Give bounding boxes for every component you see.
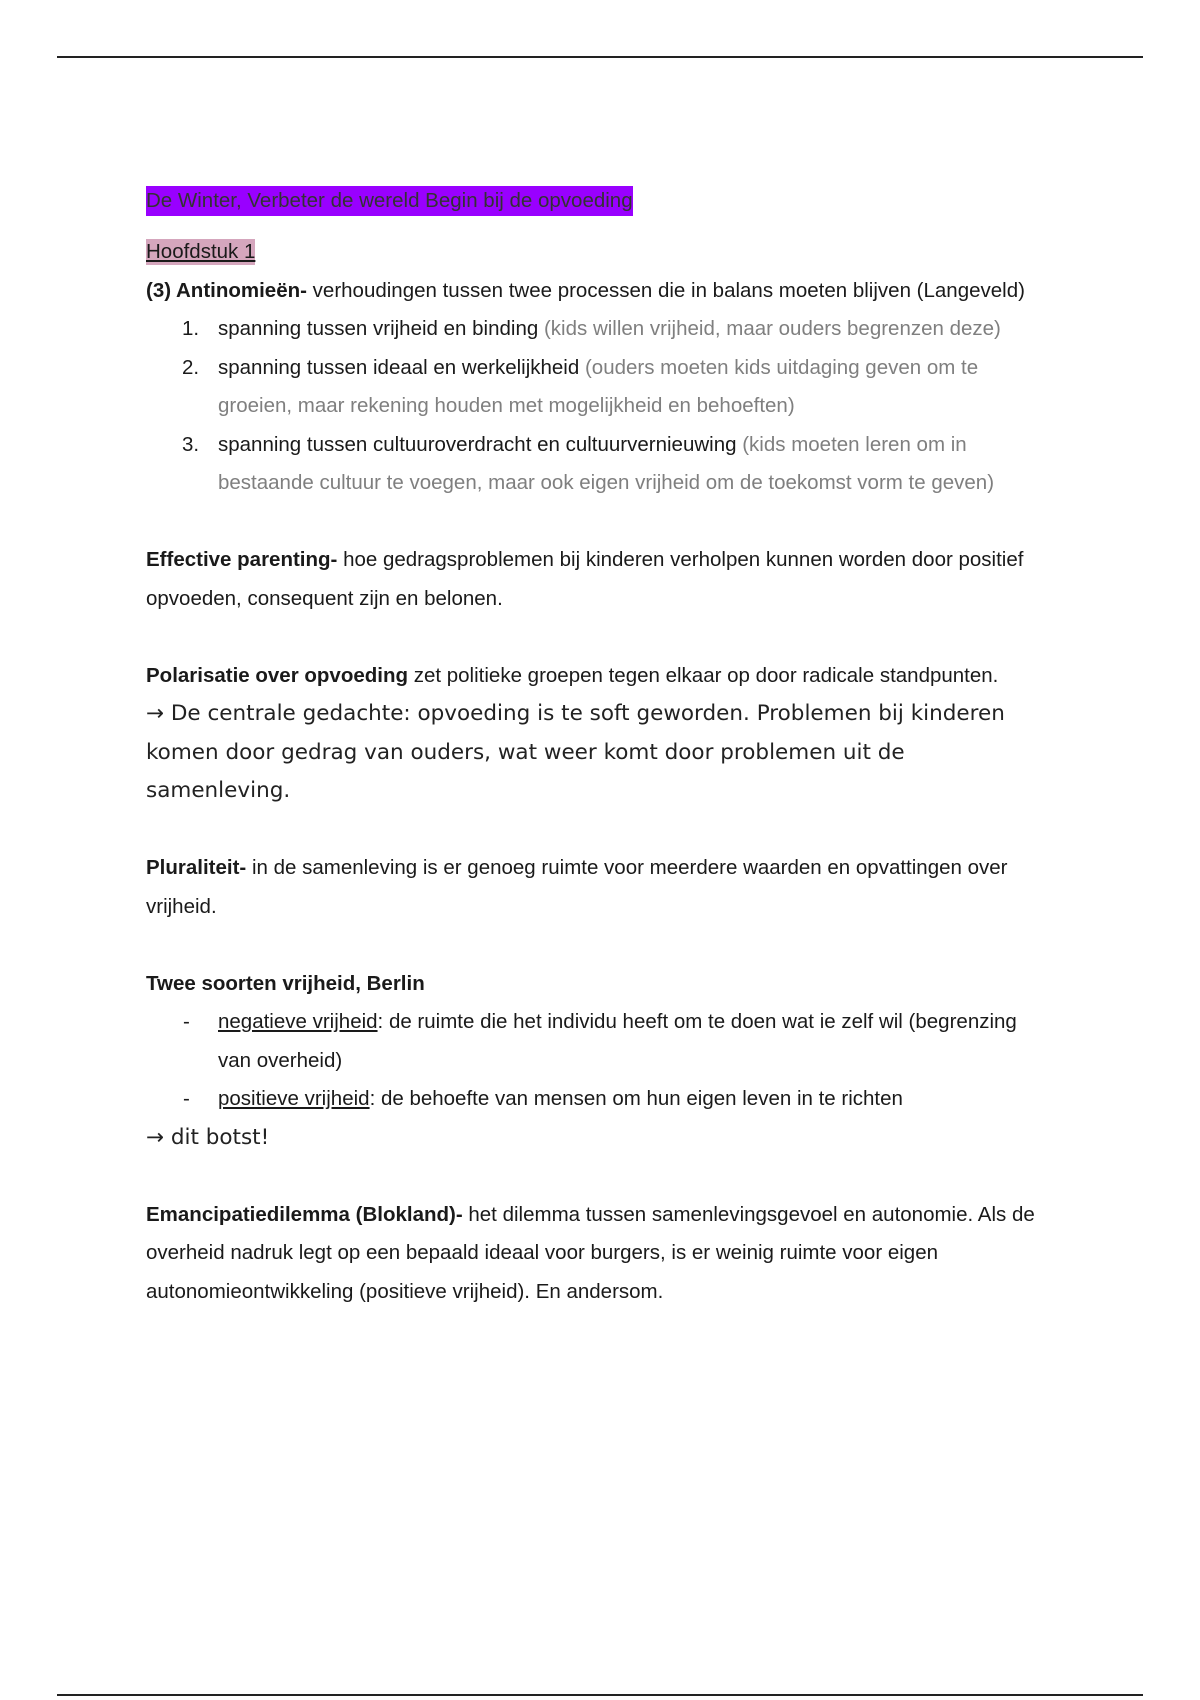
antinomies-definition: verhoudingen tussen twee processen die in balans moeten blijven (Langeveld): [306, 278, 1025, 302]
plurality-paragraph: [146, 849, 1046, 926]
freedom-arrow-note: → dit botst!: [146, 1124, 270, 1150]
list-item: [146, 310, 1046, 349]
antinomies-paragraph: [146, 272, 1046, 311]
list-item-number: 1.: [182, 317, 200, 340]
list-item: [146, 1080, 1046, 1119]
chapter-heading: Hoofdstuk 1: [146, 240, 256, 263]
list-item-number: 3.: [182, 432, 200, 456]
effective-parenting-paragraph: [146, 541, 1046, 618]
list-item-term: positieve vrijheid: [218, 1087, 370, 1110]
polarisation-term: Polarisatie over opvoeding: [146, 663, 409, 687]
title-line: [146, 181, 1046, 221]
freedom-heading-paragraph: [146, 965, 1046, 1004]
document-body: [146, 181, 1046, 1311]
list-item-dash: -: [183, 1087, 190, 1110]
polarisation-arrow-note: → De centrale gedachte: opvoeding is te soft geworden. Problemen bij kinderen komen door gedrag van ouders, wat weer komt door problemen uit de samenleving.: [146, 701, 1005, 803]
spacer: [146, 811, 1046, 850]
list-item-term: negatieve vrijheid: [218, 1010, 378, 1033]
antinomies-list: [146, 310, 1046, 503]
spacer: [146, 1157, 1046, 1196]
list-item: [146, 1003, 1046, 1080]
list-item-note: (kids moeten leren om in bestaande cultuur te voegen, maar ook eigen vrijheid om de toekomst vorm te geven): [218, 432, 995, 494]
plurality-definition: in de samenleving is er genoeg ruimte voor meerdere waarden en opvattingen over vrijheid.: [146, 856, 1008, 918]
footer-rule: [57, 1694, 1143, 1696]
polarisation-paragraph: [146, 657, 1046, 696]
list-item: [146, 426, 1046, 503]
antinomies-term: (3) Antinomieën-: [146, 278, 307, 302]
document-title: De Winter, Verbeter de wereld Begin bij de opvoeding: [146, 186, 633, 216]
list-item-dash: -: [183, 1010, 190, 1033]
header-rule: [57, 56, 1143, 58]
list-item-text: spanning tussen cultuuroverdracht en cultuurvernieuwing: [218, 432, 737, 456]
polarisation-definition: zet politieke groepen tegen elkaar op door radicale standpunten.: [408, 663, 999, 687]
list-item-note: (ouders moeten kids uitdaging geven om te groeien, maar rekening houden met mogelijkheid en behoeften): [218, 355, 979, 417]
list-item: [146, 349, 1046, 426]
chapter-line: [146, 233, 1046, 272]
list-item-note: (kids willen vrijheid, maar ouders begrenzen deze): [538, 317, 1001, 340]
freedom-list: [146, 1003, 1046, 1119]
spacer: [146, 618, 1046, 657]
list-item-text: : de ruimte die het individu heeft om te doen wat ie zelf wil (begrenzing van overheid): [218, 1010, 1017, 1072]
plurality-term: Pluraliteit-: [146, 856, 247, 879]
emancipation-definition: het dilemma tussen samenlevingsgevoel en autonomie. Als de overheid nadruk legt op een bepaald ideaal voor burgers, is er weinig ruimte voor eigen autonomieontwikkeling (positieve vrijheid). En andersom.: [146, 1202, 1035, 1303]
list-item-number: 2.: [182, 355, 200, 379]
emancipation-paragraph: [146, 1196, 1046, 1312]
freedom-heading: Twee soorten vrijheid, Berlin: [146, 971, 425, 995]
effective-parenting-term: Effective parenting-: [146, 548, 338, 571]
effective-parenting-definition: hoe gedragsproblemen bij kinderen verholpen kunnen worden door positief opvoeden, consequent zijn en belonen.: [146, 548, 1024, 610]
list-item-text: : de behoefte van mensen om hun eigen leven in te richten: [369, 1087, 903, 1110]
emancipation-term: Emancipatiedilemma (Blokland)-: [146, 1202, 463, 1226]
list-item-text: spanning tussen vrijheid en binding: [218, 317, 539, 340]
spacer: [146, 503, 1046, 542]
spacer: [146, 926, 1046, 965]
list-item-text: spanning tussen ideaal en werkelijkheid: [218, 355, 580, 379]
